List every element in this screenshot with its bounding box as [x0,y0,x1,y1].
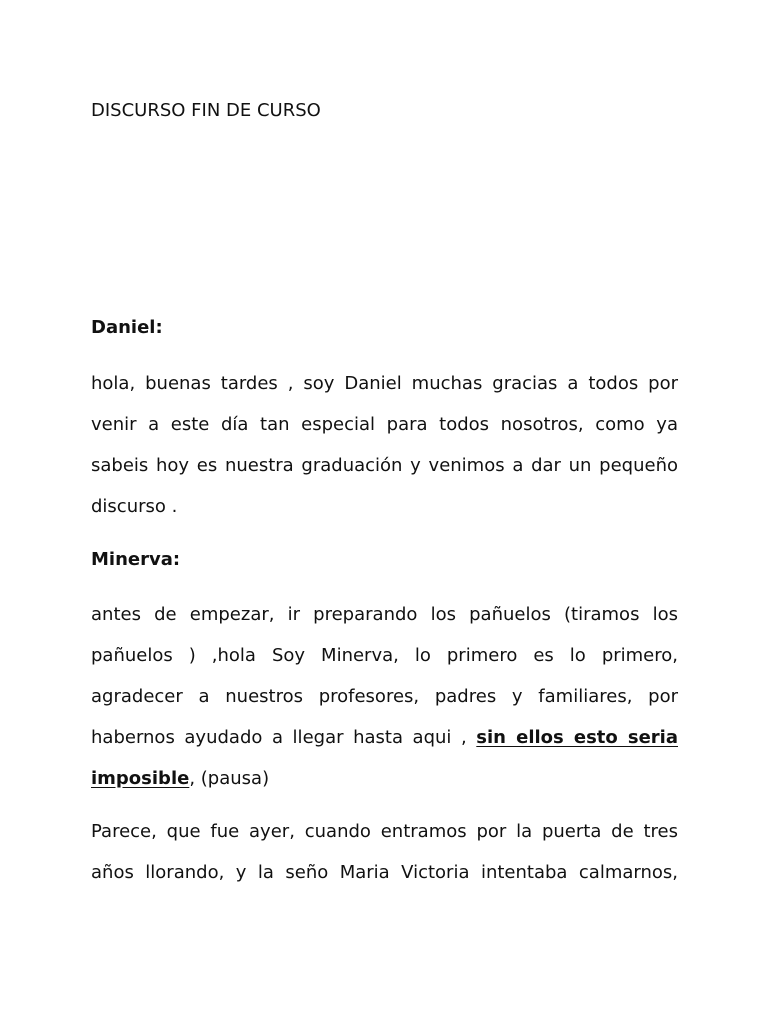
paragraph-line: sabeis hoy es nuestra graduación y venimos a dar un pequeño [91,455,678,476]
line-text: habernos ayudado a llegar hasta aqui , [91,727,467,748]
paragraph-line: hola, buenas tardes , soy Daniel muchas gracias a todos por [91,373,678,394]
paragraph-minerva [91,594,678,799]
paragraph-line: agradecer a nuestros profesores, padres y familiares, por [91,686,678,707]
paragraph-line: discurso . [91,496,178,517]
emphasized-text: imposible [91,768,190,789]
paragraph-line: antes de empezar, ir preparando los pañuelos (tiramos los [91,604,678,625]
paragraph-line [91,758,678,799]
speaker-name-minerva: Minerva: [91,549,181,570]
paragraph-line [91,717,678,758]
paragraph-line: pañuelos ) ,hola Soy Minerva, lo primero es lo primero, [91,645,678,666]
document-title: DISCURSO FIN DE CURSO [91,100,321,121]
paragraph-line: venir a este día tan especial para todos nosotros, como ya [91,414,678,435]
speaker-name-daniel: Daniel: [91,317,163,338]
paragraph-daniel [91,363,678,527]
line-text: , (pausa) [189,768,270,789]
emphasized-text: sin ellos esto seria [476,727,678,748]
paragraph-line: Parece, que fue ayer, cuando entramos por la puerta de tres [91,821,678,842]
paragraph-line: años llorando, y la seño Maria Victoria intentaba calmarnos, [91,862,678,883]
paragraph-continuation [91,811,678,893]
